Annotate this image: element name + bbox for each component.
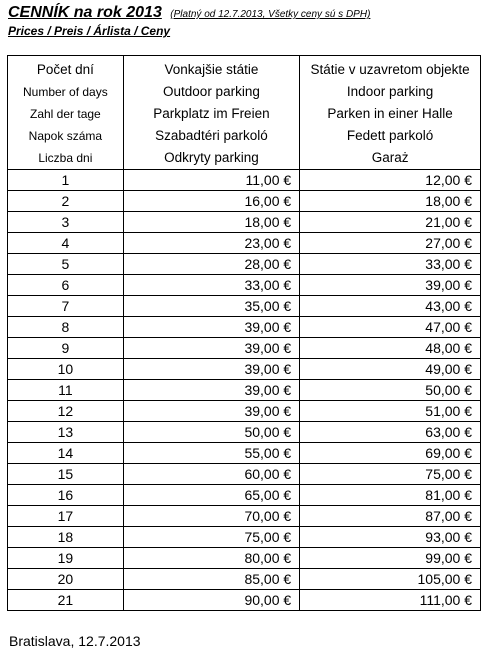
outdoor-price-cell: 70,00 €: [123, 506, 299, 527]
indoor-price-cell: 43,00 €: [300, 296, 481, 317]
day-cell: 8: [8, 317, 124, 338]
header-indoor-line: Garaż: [371, 150, 409, 165]
table-row: [8, 296, 481, 317]
day-cell: 13: [8, 422, 124, 443]
indoor-price-cell: 27,00 €: [300, 233, 481, 254]
header-days-line: Liczba dni: [38, 151, 93, 165]
day-cell: 7: [8, 296, 124, 317]
title-line: [8, 4, 370, 22]
day-cell: 18: [8, 527, 124, 548]
header-days: [8, 56, 124, 170]
indoor-price-cell: 75,00 €: [300, 464, 481, 485]
table-row: [8, 275, 481, 296]
outdoor-price-cell: 39,00 €: [123, 401, 299, 422]
header-outdoor-line: Outdoor parking: [163, 84, 260, 99]
header-indoor-line: Indoor parking: [346, 84, 434, 99]
header-days-line: Zahl der tage: [30, 107, 101, 121]
day-cell: 5: [8, 254, 124, 275]
day-cell: 21: [8, 590, 124, 611]
outdoor-price-cell: 80,00 €: [123, 548, 299, 569]
table-row: [8, 401, 481, 422]
outdoor-price-cell: 75,00 €: [123, 527, 299, 548]
price-table: [7, 55, 481, 611]
table-row: [8, 338, 481, 359]
page-title: CENNÍK na rok 2013: [8, 4, 162, 21]
indoor-price-cell: 39,00 €: [300, 275, 481, 296]
indoor-price-cell: 12,00 €: [300, 170, 481, 191]
table-row: [8, 548, 481, 569]
price-table-body: [8, 170, 481, 611]
day-cell: 16: [8, 485, 124, 506]
indoor-price-cell: 63,00 €: [300, 422, 481, 443]
header-outdoor-line: Parkplatz im Freien: [153, 106, 270, 121]
page-subtitle: Prices / Preis / Árlista / Ceny: [8, 24, 171, 38]
table-row: [8, 191, 481, 212]
outdoor-price-cell: 11,00 €: [123, 170, 299, 191]
outdoor-price-cell: 55,00 €: [123, 443, 299, 464]
day-cell: 6: [8, 275, 124, 296]
indoor-price-cell: 51,00 €: [300, 401, 481, 422]
validity-note: (Platný od 12.7.2013, Všetky ceny sú s DPH): [170, 9, 371, 20]
outdoor-price-cell: 39,00 €: [123, 359, 299, 380]
outdoor-price-cell: 23,00 €: [123, 233, 299, 254]
day-cell: 3: [8, 212, 124, 233]
table-header-row: [8, 56, 481, 170]
table-row: [8, 380, 481, 401]
outdoor-price-cell: 60,00 €: [123, 464, 299, 485]
indoor-price-cell: 87,00 €: [300, 506, 481, 527]
table-row: [8, 359, 481, 380]
day-cell: 2: [8, 191, 124, 212]
table-row: [8, 506, 481, 527]
day-cell: 11: [8, 380, 124, 401]
day-cell: 4: [8, 233, 124, 254]
table-row: [8, 443, 481, 464]
day-cell: 20: [8, 569, 124, 590]
outdoor-price-cell: 65,00 €: [123, 485, 299, 506]
header-outdoor-line: Odkryty parking: [164, 150, 259, 165]
header-outdoor: [123, 56, 299, 170]
indoor-price-cell: 33,00 €: [300, 254, 481, 275]
table-row: [8, 254, 481, 275]
outdoor-price-cell: 18,00 €: [123, 212, 299, 233]
header-indoor: [300, 56, 481, 170]
indoor-price-cell: 47,00 €: [300, 317, 481, 338]
outdoor-price-cell: 16,00 €: [123, 191, 299, 212]
header-days-line: Počet dní: [36, 62, 94, 77]
table-row: [8, 170, 481, 191]
day-cell: 14: [8, 443, 124, 464]
table-row: [8, 485, 481, 506]
day-cell: 9: [8, 338, 124, 359]
outdoor-price-cell: 39,00 €: [123, 380, 299, 401]
table-row: [8, 569, 481, 590]
outdoor-price-cell: 39,00 €: [123, 338, 299, 359]
outdoor-price-cell: 50,00 €: [123, 422, 299, 443]
indoor-price-cell: 21,00 €: [300, 212, 481, 233]
indoor-price-cell: 105,00 €: [300, 569, 481, 590]
day-cell: 1: [8, 170, 124, 191]
day-cell: 10: [8, 359, 124, 380]
day-cell: 12: [8, 401, 124, 422]
outdoor-price-cell: 33,00 €: [123, 275, 299, 296]
indoor-price-cell: 93,00 €: [300, 527, 481, 548]
table-row: [8, 590, 481, 611]
indoor-price-cell: 81,00 €: [300, 485, 481, 506]
table-row: [8, 422, 481, 443]
outdoor-price-cell: 39,00 €: [123, 317, 299, 338]
header-outdoor-line: Szabadtéri parkoló: [155, 128, 268, 143]
table-row: [8, 527, 481, 548]
indoor-price-cell: 50,00 €: [300, 380, 481, 401]
header-days-line: Number of days: [23, 85, 108, 99]
footer-place-date: Bratislava, 12.7.2013: [9, 633, 141, 649]
day-cell: 19: [8, 548, 124, 569]
header-indoor-line: Státie v uzavretom objekte: [310, 62, 470, 77]
outdoor-price-cell: 28,00 €: [123, 254, 299, 275]
table-row: [8, 212, 481, 233]
indoor-price-cell: 69,00 €: [300, 443, 481, 464]
day-cell: 15: [8, 464, 124, 485]
day-cell: 17: [8, 506, 124, 527]
header-days-line: Napok száma: [28, 129, 103, 143]
table-row: [8, 233, 481, 254]
indoor-price-cell: 49,00 €: [300, 359, 481, 380]
table-row: [8, 464, 481, 485]
table-row: [8, 317, 481, 338]
indoor-price-cell: 111,00 €: [300, 590, 481, 611]
outdoor-price-cell: 35,00 €: [123, 296, 299, 317]
header-indoor-line: Fedett parkoló: [346, 128, 434, 143]
header-outdoor-line: Vonkajšie státie: [164, 62, 259, 77]
header-indoor-line: Parken in einer Halle: [327, 106, 453, 121]
indoor-price-cell: 99,00 €: [300, 548, 481, 569]
indoor-price-cell: 48,00 €: [300, 338, 481, 359]
outdoor-price-cell: 90,00 €: [123, 590, 299, 611]
indoor-price-cell: 18,00 €: [300, 191, 481, 212]
outdoor-price-cell: 85,00 €: [123, 569, 299, 590]
